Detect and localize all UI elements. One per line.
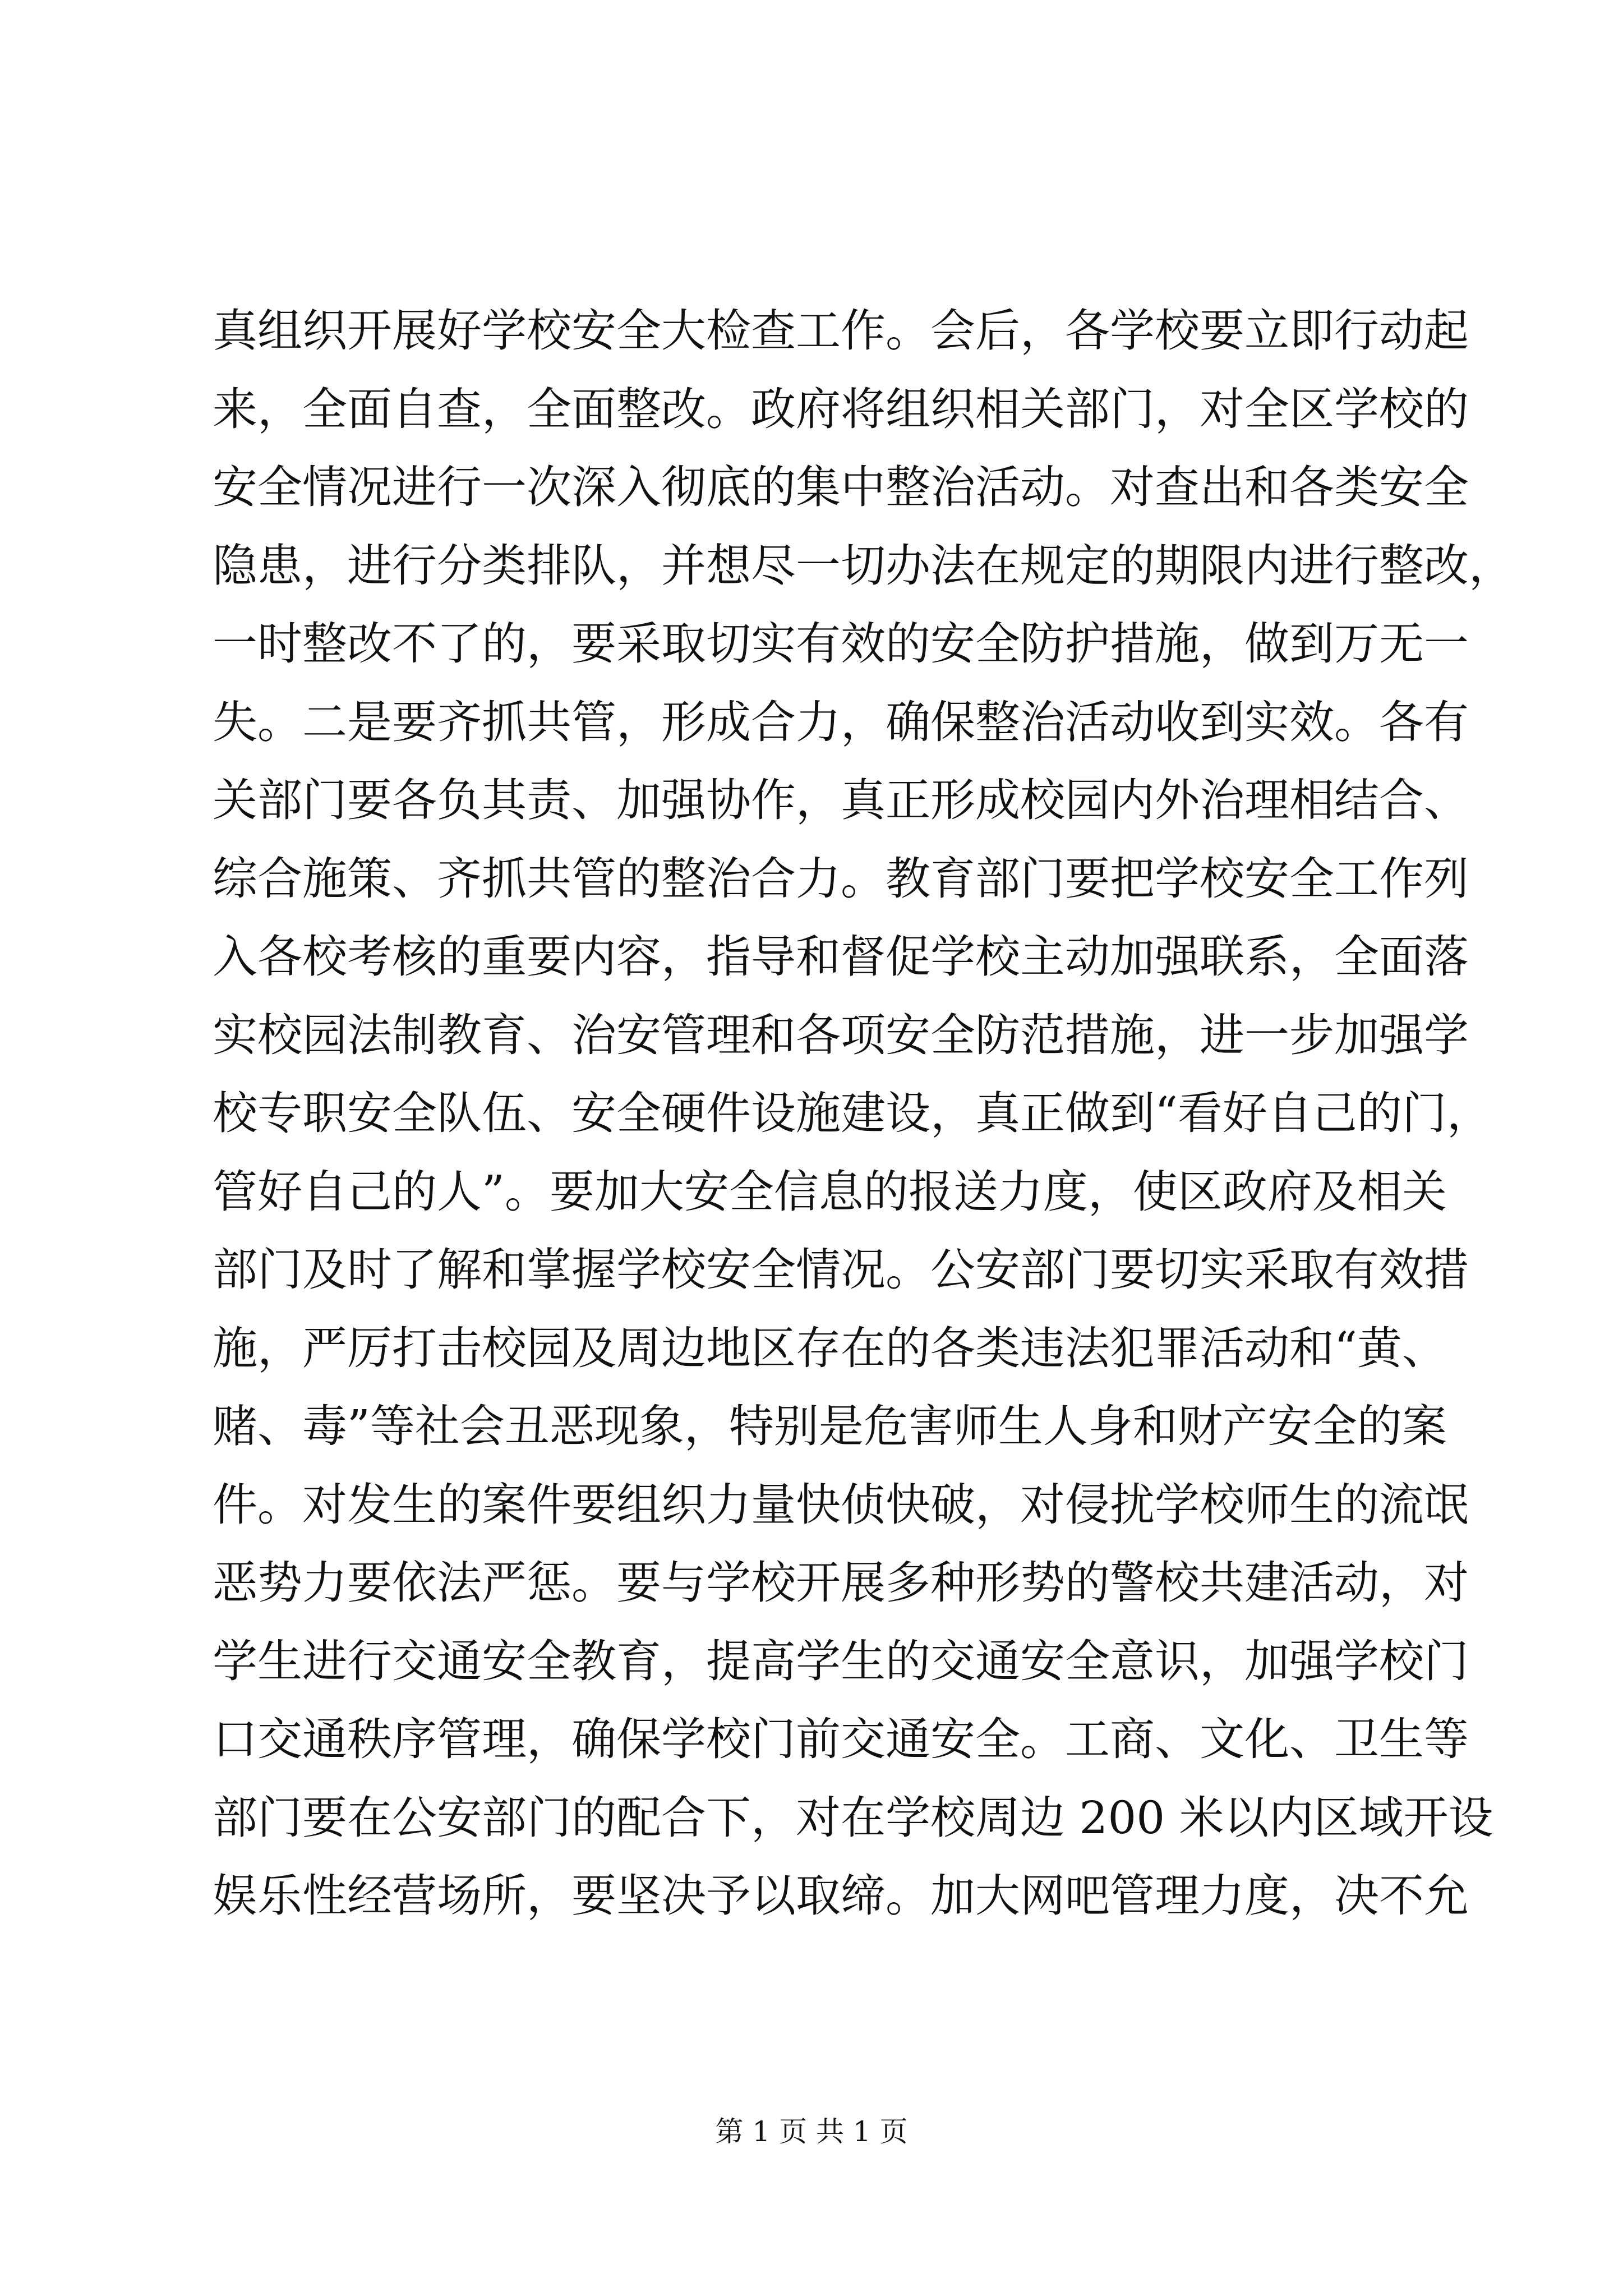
text-line: 件。对发生的案件要组织力量快侦快破，对侵扰学校师生的流氓 <box>213 1478 1469 1531</box>
page-footer <box>0 2115 1623 2148</box>
text-line: 施，严厉打击校园及周边地区存在的各类违法犯罪活动和“黄、 <box>213 1322 1447 1374</box>
text-line: 学生进行交通安全教育，提高学生的交通安全意识，加强学校门 <box>213 1635 1469 1687</box>
text-line: 综合施策、齐抓共管的整治合力。教育部门要把学校安全工作列 <box>213 852 1469 905</box>
text-line: 娱乐性经营场所，要坚决予以取缔。加大网吧管理力度，决不允 <box>213 1870 1469 1922</box>
text-line: 管好自己的人”。要加大安全信息的报送力度，使区政府及相关 <box>213 1165 1447 1218</box>
text-line: 一时整改不了的，要采取切实有效的安全防护措施，做到万无一 <box>213 618 1469 670</box>
text-line: 口交通秩序管理，确保学校门前交通安全。工商、文化、卫生等 <box>213 1713 1469 1765</box>
page-number-label: 第 1 页 共 1 页 <box>715 2115 908 2148</box>
text-line: 恶势力要依法严惩。要与学校开展多种形势的警校共建活动，对 <box>213 1557 1469 1609</box>
text-line: 隐患，进行分类排队，并想尽一切办法在规定的期限内进行整改， <box>213 539 1514 592</box>
text-line: 部门及时了解和掌握学校安全情况。公安部门要切实采取有效措 <box>213 1244 1469 1296</box>
text-line: 实校园法制教育、治安管理和各项安全防范措施，进一步加强学 <box>213 1009 1469 1061</box>
text-line: 赌、毒”等社会丑恶现象，特别是危害师生人身和财产安全的案 <box>213 1400 1447 1452</box>
text-line: 真组织开展好学校安全大检查工作。会后，各学校要立即行动起 <box>213 305 1469 357</box>
text-line: 校专职安全队伍、安全硬件设施建设，真正做到“看好自己的门， <box>213 1087 1492 1139</box>
text-line: 关部门要各负其责、加强协作，真正形成校园内外治理相结合、 <box>213 774 1469 826</box>
text-line: 安全情况进行一次深入彻底的集中整治活动。对查出和各类安全 <box>213 461 1469 513</box>
text-line: 入各校考核的重要内容，指导和督促学校主动加强联系，全面落 <box>213 931 1469 983</box>
body-text <box>213 292 1514 1935</box>
text-line: 失。二是要齐抓共管，形成合力，确保整治活动收到实效。各有 <box>213 696 1469 748</box>
text-line: 来，全面自查，全面整改。政府将组织相关部门，对全区学校的 <box>213 383 1469 435</box>
text-line: 部门要在公安部门的配合下，对在学校周边 200 米以内区域开设 <box>213 1791 1493 1844</box>
